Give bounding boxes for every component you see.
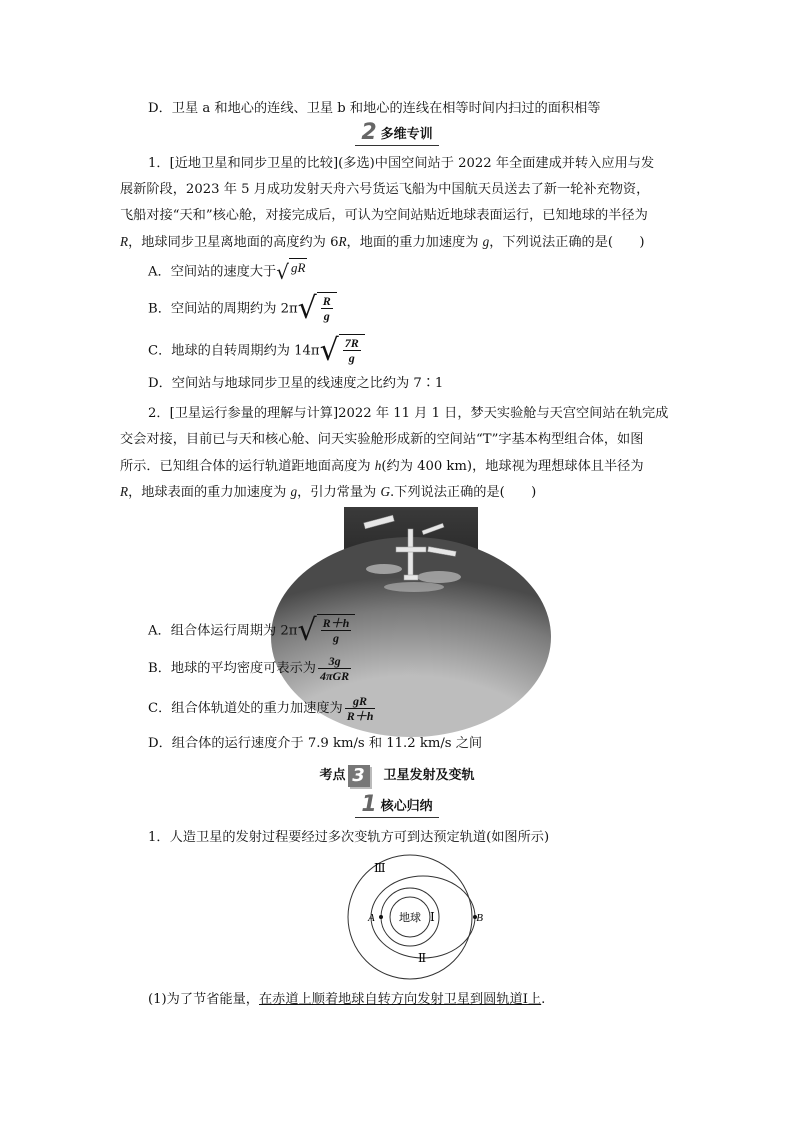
point-b-label: B <box>476 912 483 924</box>
q2-line-1: 2．[卫星运行参量的理解与计算]2022 年 11 月 1 日，梦天实验舱与天宫空间站在轨完成 <box>148 406 669 421</box>
q2-option-a: A．组合体运行周期为 2π √ $\frac{R+h}{g}$ <box>148 614 355 648</box>
section-number: 1 <box>361 792 377 817</box>
previous-option-d: D．卫星 a 和地心的连线、卫星 b 和地心的连线在相等时间内扫过的面积相等 <box>148 101 601 116</box>
q1-option-a: A．空间站的速度大于 √ gR <box>148 260 306 284</box>
kaodian-number: 3 <box>348 765 370 787</box>
q1-line-1: 1．[近地卫星和同步卫星的比较](多选)中国空间站于 2022 年全面建成并转入应用与发 <box>148 156 655 171</box>
q2-option-c: C．组合体轨道处的重力加速度为 $\frac{gR}{R+h}$ <box>148 694 374 723</box>
paragraph-1: 1．人造卫星的发射过程要经过多次变轨方可到达预定轨道(如图所示) <box>148 830 550 845</box>
q1-option-b: B．空间站的周期约为 2π √ $\frac{R}{g}$ <box>148 292 337 326</box>
orbit-3-label: Ⅲ <box>374 861 386 875</box>
kaodian-title: 卫星发射及变轨 <box>383 768 475 783</box>
section-label: 多维专训 <box>380 127 433 142</box>
point-a-label: A <box>368 912 375 924</box>
section-heading-multidim <box>0 122 794 146</box>
kaodian-prefix: 考点 <box>319 768 346 783</box>
orbit-1-label: Ⅰ <box>430 910 435 924</box>
q1-option-c: C．地球的自转周期约为 14π √ $\frac{7R}{g}$ <box>148 334 365 368</box>
q1-line-3: 飞船对接“天和”核心舱，对接完成后，可认为空间站贴近地球表面运行，已知地球的半径为 <box>120 208 648 223</box>
kaodian-heading <box>0 764 794 788</box>
orbit-2-label: Ⅱ <box>418 951 427 965</box>
orbit-diagram <box>338 850 482 988</box>
section-label: 核心归纳 <box>380 799 433 814</box>
section-number: 2 <box>361 120 377 145</box>
q1-option-d: D．空间站与地球同步卫星的线速度之比约为 7∶1 <box>148 376 444 391</box>
q2-line-4: R，地球表面的重力加速度为 g，引力常量为 G.下列说法正确的是( ) <box>120 484 537 500</box>
earth-label: 地球 <box>399 911 421 924</box>
q2-line-3: 所示．已知组合体的运行轨道距地面高度为 h(约为 400 km)，地球视为理想球体且半径为 <box>120 458 644 474</box>
q2-option-b: B．地球的平均密度可表示为 $\frac{3g}{\text{4πGR}}$ <box>148 654 350 683</box>
point-a-dot <box>379 915 383 919</box>
q2-line-2: 交会对接，目前已与天和核心舱、问天实验舱形成新的空间站“T”字基本构型组合体，如图 <box>120 432 644 447</box>
section-heading-core <box>0 794 794 818</box>
paragraph-2: (1)为了节省能量，在赤道上顺着地球自转方向发射卫星到圆轨道Ⅰ上. <box>148 992 546 1007</box>
space-station-photo <box>344 507 478 603</box>
q2-option-d: D．组合体的运行速度介于 7.9 km/s 和 11.2 km/s 之间 <box>148 736 483 751</box>
q1-line-2: 展新阶段，2023 年 5 月成功发射天舟六号货运飞船为中国航天员送去了新一轮补充物资， <box>120 182 650 197</box>
q1-line-4: R，地球同步卫星离地面的高度约为 6R，地面的重力加速度为 g，下列说法正确的是( ) <box>120 234 645 250</box>
